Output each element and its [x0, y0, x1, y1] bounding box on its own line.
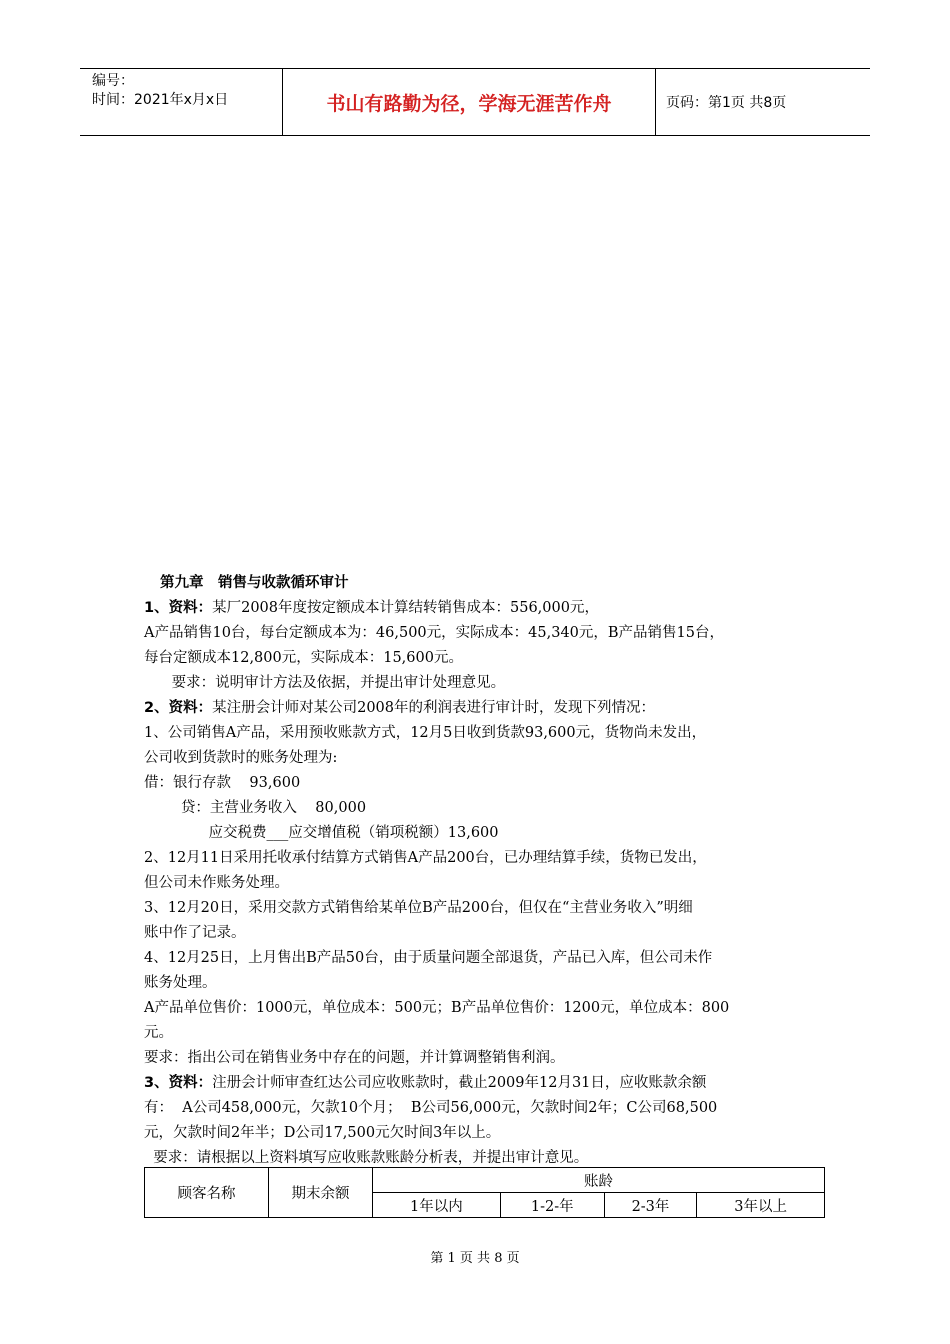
journal-credit-2: 应交税费___应交增值税（销项税额）13,600 [144, 825, 499, 841]
aging-analysis-table [144, 1167, 825, 1218]
question-3-requirement: 要求：请根据以上资料填写应收账款账龄分析表，并提出审计意见。 [144, 1150, 589, 1166]
question-2-line-1 [144, 696, 814, 721]
question-3-line-3: 元，欠款时间2年半；D公司17,500元欠时间3年以上。 [144, 1125, 501, 1141]
col-aging-header: 账龄 [373, 1168, 825, 1193]
question-1-line-2: A产品销售10台，每台定额成本为：46,500元，实际成本：45,340元，B产品销售15台， [144, 625, 724, 641]
col-balance-header: 期末余额 [269, 1168, 373, 1218]
question-1-line-3: 每台定额成本12,800元，实际成本：15,600元。 [144, 650, 463, 666]
col-customer-header: 顾客名称 [145, 1168, 269, 1218]
page-header [80, 68, 870, 136]
chapter-title: 第九章 销售与收款循环审计 [160, 575, 349, 591]
question-2-prefix: 2、资料： [144, 700, 213, 716]
aging-col-over-3-years: 3年以上 [697, 1193, 825, 1218]
question-1-requirement: 要求：说明审计方法及依据，并提出审计处理意见。 [144, 675, 506, 691]
question-1-prefix: 1、资料： [144, 600, 213, 616]
number-label: 编号： [92, 73, 134, 89]
question-2-line-3: 公司收到货款时的账务处理为: [144, 750, 338, 766]
page-footer: 第 1 页 共 8 页 [430, 1251, 520, 1266]
question-2-line-11: 4、12月25日，上月售出B产品50台，由于质量问题全部退货，产品已入库，但公司未作 [144, 950, 713, 966]
table-header-row-1 [145, 1168, 825, 1193]
question-3-line-2: 有： A公司458,000元，欠款10个月； B公司56,000元，欠款时间2年；C公司68,500 [144, 1100, 718, 1116]
question-2-line-10: 账中作了记录。 [144, 925, 246, 941]
question-3-text: 注册会计师审查红达公司应收账款时，截止2009年12月31日，应收账款余额 [212, 1075, 707, 1091]
question-2-line-9: 3、12月20日，采用交款方式销售给某单位B产品200台，但仅在“主营业务收入”明细 [144, 900, 693, 916]
journal-debit: 借：银行存款 93,600 [144, 775, 301, 791]
header-meta [80, 69, 283, 135]
question-2-line-12: 账务处理。 [144, 975, 217, 991]
aging-col-within-1-year: 1年以内 [373, 1193, 501, 1218]
header-motto: 书山有路勤为径，学海无涯苦作舟 [283, 69, 656, 135]
question-2-line-2: 1、公司销售A产品，采用预收账款方式，12月5日收到货款93,600元，货物尚未发出， [144, 725, 707, 741]
time-label: 时间：2021年x月x日 [92, 92, 229, 108]
aging-col-2-3-years: 2-3年 [604, 1193, 696, 1218]
question-3-line-1 [144, 1071, 814, 1096]
header-page-info: 页码：第1页 共8页 [666, 95, 787, 111]
question-2-line-13: A产品单位售价：1000元，单位成本：500元；B产品单位售价：1200元，单位成本：800 [144, 1000, 730, 1016]
document-body [144, 571, 814, 1171]
journal-credit-1: 贷：主营业务收入 80,000 [144, 800, 367, 816]
question-3-prefix: 3、资料： [144, 1075, 213, 1091]
aging-col-1-2-years: 1-2-年 [500, 1193, 604, 1218]
question-1-line-1 [144, 596, 814, 621]
question-2-requirement: 要求：指出公司在销售业务中存在的问题，并计算调整销售利润。 [144, 1050, 565, 1066]
question-2-text: 某注册会计师对某公司2008年的利润表进行审计时，发现下列情况： [212, 700, 655, 716]
question-2-line-14: 元。 [144, 1025, 173, 1041]
question-2-line-8: 但公司未作账务处理。 [144, 875, 289, 891]
question-1-text: 某厂2008年度按定额成本计算结转销售成本：556,000元， [212, 600, 599, 616]
question-2-line-7: 2、12月11日采用托收承付结算方式销售A产品200台，已办理结算手续，货物已发出， [144, 850, 707, 866]
